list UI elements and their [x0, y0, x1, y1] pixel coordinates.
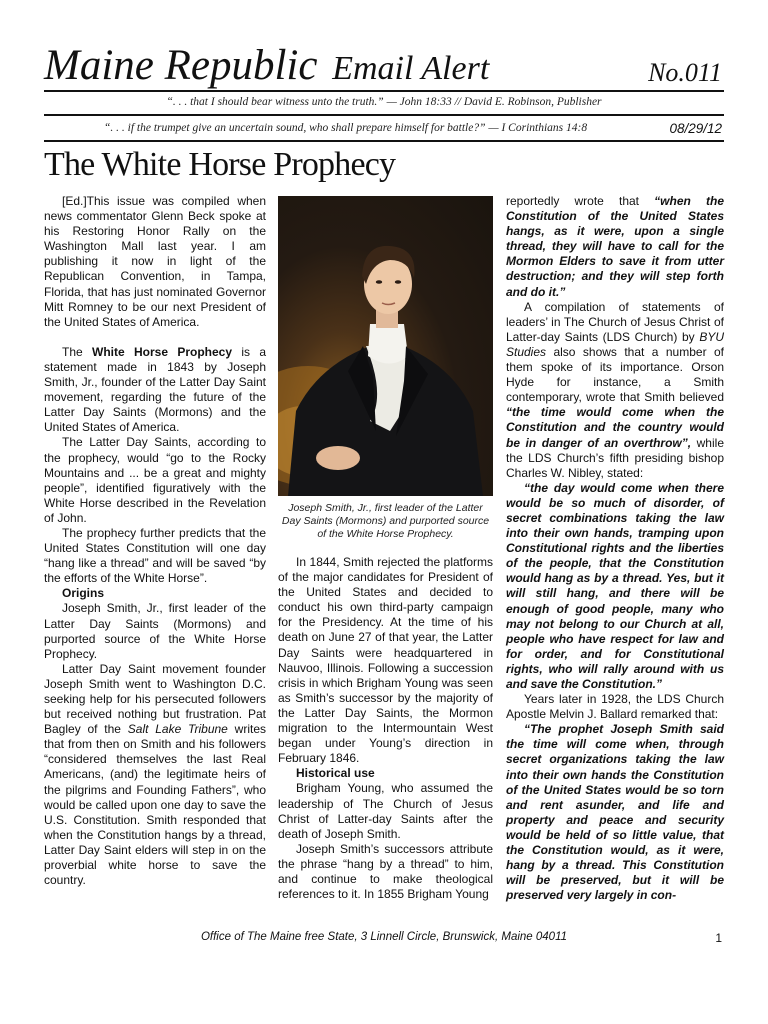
quote-text: “the time would come when the Constitution and the country would be in danger of an overthrow”,: [506, 405, 724, 450]
text-run: writes that from then on Smith and his followers “considered themselves the last Real Americans, (and) the legitimate heirs of the pilgrims and Founding Fathers”, who would be called upon one day to save the U.S. Constitution. Smith responded that when the Constitution hangs by a thread, Latter Day Saint elders will step in on the proverbial white horse to save the country.: [44, 722, 266, 888]
paragraph-1844: In 1844, Smith rejected the platforms of the major candidates for President of the United States and decided to conduct his own third-party campaign for the Presidency. At the time of his death on June 27 of that year, the Latter Day Saints were headquartered in Nauvoo, Illinois. Following a succession crisis in which Brigham Young was seen as Smith’s successor by the majority of the Latter Day Saints, the Mormon migration to the Intermountain West began under Young’s direction in February 1846.: [278, 555, 493, 766]
paragraph-successors: Joseph Smith’s successors attribute the phrase “hang by a thread” to him, and continue to make theological references to it. In 1855 Brigham Young: [278, 841, 493, 902]
portrait-photo: [278, 196, 493, 496]
paragraph-thread: The prophecy further predicts that the United States Constitution will one day “hang like a thread” and will be saved “by the efforts of the White Horse”.: [44, 525, 266, 586]
quote-ballard: “The prophet Joseph Smith said the time will come when, through secret organizations taking the law into their own hands the Constitution of the United States would be so torn and rent asunder, and life and property and peace and security would be held of so little value, that the Constitution would, as it were, hang by a thread. This Constitution will be preserved, but it will be preserved very largely in con-: [506, 722, 724, 903]
text-run: A compilation of statements of leaders’ in The Church of Jesus Christ of Latter-day Saints (LDS Church) by: [506, 299, 724, 344]
top-rule: [44, 90, 724, 92]
page-number: 1: [715, 931, 722, 945]
italic-title: BYU Studies: [506, 329, 724, 359]
column-2: [278, 196, 493, 902]
epigraph-john: “. . . that I should bear witness unto the truth.” — John 18:33 // David E. Robinson, Publisher: [166, 96, 602, 108]
paragraph-origins: Joseph Smith, Jr., first leader of the Latter Day Saints (Mormons) and purported source of the White Horse Prophecy.: [44, 601, 266, 661]
paragraph-definition: [44, 345, 266, 436]
portrait-illustration: [278, 196, 493, 496]
bottom-rule: [44, 140, 724, 142]
epigraph-corinthians: “. . . if the trumpet give an uncertain sound, who shall prepare himself for battle?” — I Corinthians 14:8: [104, 122, 588, 134]
middle-rule: [44, 114, 724, 116]
quote-text: “when the Constitution of the United States hangs, as it were, upon a single thread, they will have to call for the Mormon Elders to save it from utter destruction; and they will step forth and do it.”: [506, 194, 724, 299]
footer-address: Office of The Maine free State, 3 Linnell Circle, Brunswick, Maine 04011: [200, 931, 568, 943]
text-run: while the LDS Church’s fifth presiding bishop Charles W. Nibley, stated:: [506, 435, 724, 480]
paragraph-intro: [Ed.]This issue was compiled when news commentator Glenn Beck spoke at his Restoring Honor Rally on the Washington Mall last year. I am publishing it now in light of the Republican Convention, in Tampa, Florida, that has just nominated Governor Mitt Romney to be our next President of the United States of America.: [44, 194, 266, 329]
bold-term: White Horse Prophecy: [92, 344, 233, 359]
heading-origins: Origins: [62, 586, 105, 601]
text-run: is a statement made in 1843 by Joseph Smith, Jr., founder of the Latter Day Saint movement, regarding the future of the Latter Day Saints (Mormons) and the United States of America.: [44, 344, 266, 435]
issue-date: 08/29/12: [669, 121, 722, 136]
paragraph-rocky-mountains: The Latter Day Saints, according to the prophecy, would “go to the Rocky Mountains and ... be a great and mighty people”, identified figuratively with the White Horse described in the Revelation of John.: [44, 435, 266, 525]
paragraph-1855-quote: [506, 194, 724, 300]
masthead-title: [44, 44, 489, 87]
paragraph-brigham-young: Brigham Young, who assumed the leadership of The Church of Jesus Christ of Latter-day Saints after the death of Joseph Smith.: [278, 781, 493, 841]
text-run: reportedly wrote that: [506, 194, 655, 208]
text-run: also shows that a number of them spoke of its importance. Orson Hyde for instance, a Smith contemporary, wrote that Smith believed: [506, 344, 724, 405]
photo-caption: Joseph Smith, Jr., first leader of the Latter Day Saints (Mormons) and purported source of the White Horse Prophecy.: [281, 502, 490, 540]
column-1: [44, 194, 266, 888]
paragraph-byu-studies: [506, 300, 724, 481]
article-headline: The White Horse Prophecy: [44, 146, 396, 183]
paragraph-1928: Years later in 1928, the LDS Church Apostle Melvin J. Ballard remarked that:: [506, 692, 724, 722]
quote-nibley: “the day would come when there would be so much of disorder, of secret combinations taking the law into their own hands, tramping upon Constitutional rights and the liberties of the people, that the Constitution would hang as by a thread. Yes, but it will still hang, and there will be enough of good people, many who may not belong to our Church at all, people who have respect for law and for order, and for Constitutional rights, who will rally around with us and save the Constitution.”: [506, 480, 724, 691]
italic-title: Salt Lake Tribune: [127, 722, 228, 737]
text-run: The: [62, 344, 92, 359]
issue-number: No.011: [648, 58, 722, 87]
paragraph-washington: [44, 662, 266, 888]
column-3: [506, 194, 724, 903]
masthead-subtitle: Email Alert: [332, 50, 490, 87]
heading-historical-use: Historical use: [296, 766, 375, 781]
masthead-title-text: Maine Republic: [44, 42, 318, 89]
text-run: Latter Day Saint movement founder Joseph Smith went to Washington D.C. seeking help for his persecuted followers but received nothing but frustration. Pat Bagley of the: [44, 661, 266, 737]
